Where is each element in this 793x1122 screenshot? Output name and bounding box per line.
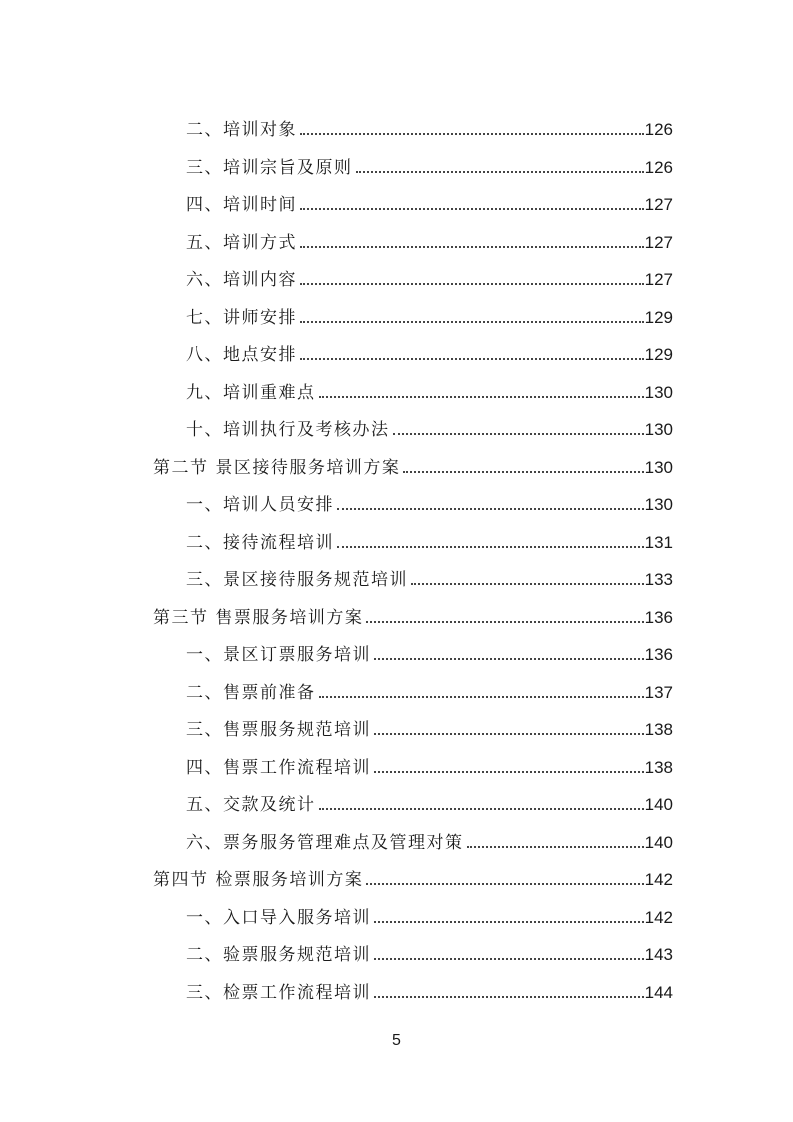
toc-entry-page: 142 [644,870,673,889]
toc-entry-page: 127 [644,232,673,252]
toc-entry-label: 五、交款及统计 [186,795,316,815]
toc-entry-label: 一、培训人员安排 [186,495,334,515]
toc-entry-page: 140 [644,795,673,814]
toc-entry-page: 126 [644,120,673,139]
toc-entry-page: 129 [644,307,673,327]
toc-entry-page: 138 [644,720,673,739]
dot-leader [300,246,644,248]
toc-entry-page: 137 [644,682,673,702]
toc-entry-page: 136 [644,607,673,627]
toc-entry[interactable] [186,493,673,517]
dot-leader [374,771,644,773]
toc-entry[interactable] [186,193,673,217]
dot-leader [337,546,644,548]
toc-entry-page: 131 [644,532,673,552]
dot-leader [403,471,643,473]
toc-entry-page: 138 [644,757,673,777]
toc-entry-label: 六、票务服务管理难点及管理对策 [186,832,464,853]
toc-entry-page: 136 [644,645,673,664]
toc-entry[interactable] [186,643,673,667]
toc-entry-label: 一、景区订票服务培训 [186,645,371,665]
toc-entry-label: 二、培训对象 [186,120,297,140]
toc-section-entry[interactable] [153,868,673,892]
toc-entry[interactable] [186,418,673,442]
toc-entry[interactable] [186,268,673,292]
dot-leader [374,958,644,960]
toc-entry[interactable] [186,306,673,330]
page-number: 5 [392,1032,401,1049]
toc-entry-label: 一、入口导入服务培训 [186,907,371,928]
toc-entry-page: 140 [644,832,673,852]
dot-leader [319,696,644,698]
toc-entry-label: 二、接待流程培训 [186,532,334,553]
toc-entry-label: 十、培训执行及考核办法 [186,420,390,440]
toc-entry[interactable] [186,756,673,780]
toc-section-entry[interactable] [153,456,673,480]
toc-entry[interactable] [186,156,673,180]
toc-entry-page: 143 [644,945,673,964]
toc-entry[interactable] [186,568,673,592]
toc-entry[interactable] [186,343,673,367]
toc-entry[interactable] [186,118,673,142]
toc-entry-label: 三、检票工作流程培训 [186,982,371,1003]
toc-entry-page: 126 [644,157,673,177]
toc-entry-label: 八、地点安排 [186,345,297,365]
toc-entry[interactable] [186,831,673,855]
dot-leader [337,508,644,510]
toc-entry[interactable] [186,943,673,967]
toc-entry-label: 七、讲师安排 [186,307,297,328]
dot-leader [300,283,644,285]
toc-section-entry[interactable] [153,606,673,630]
toc-entry-label: 第二节 景区接待服务培训方案 [153,457,401,478]
dot-leader [300,133,644,135]
dot-leader [319,396,644,398]
toc-entry[interactable] [186,231,673,255]
toc-entry-label: 二、验票服务规范培训 [186,945,371,965]
toc-entry-page: 130 [644,457,673,477]
toc-entry-page: 127 [644,270,673,289]
toc-entry-label: 三、景区接待服务规范培训 [186,570,408,590]
toc-entry-label: 四、培训时间 [186,195,297,215]
toc-entry-label: 五、培训方式 [186,232,297,253]
dot-leader [356,171,644,173]
dot-leader [300,321,644,323]
dot-leader [374,658,644,660]
toc-entry[interactable] [186,681,673,705]
toc-entry-page: 133 [644,570,673,589]
toc-entry-page: 129 [644,345,673,364]
toc-entry[interactable] [186,906,673,930]
dot-leader [467,846,644,848]
toc-entry-label: 四、售票工作流程培训 [186,757,371,778]
toc-entry[interactable] [186,981,673,1005]
dot-leader [366,883,643,885]
toc-entry-page: 144 [644,982,673,1002]
dot-leader [319,808,644,810]
toc-entry-label: 二、售票前准备 [186,682,316,703]
toc-entry-label: 三、售票服务规范培训 [186,720,371,740]
toc-entry-label: 第四节 检票服务培训方案 [153,870,364,890]
toc-entry-label: 第三节 售票服务培训方案 [153,607,364,628]
toc-entry[interactable] [186,381,673,405]
dot-leader [300,358,644,360]
toc-entry-label: 三、培训宗旨及原则 [186,157,353,178]
toc-entry-page: 130 [644,382,673,402]
toc-entry[interactable] [186,793,673,817]
dot-leader [300,208,644,210]
toc-entry-page: 130 [644,495,673,514]
toc-entry-label: 六、培训内容 [186,270,297,290]
dot-leader [393,433,644,435]
toc-entry-page: 142 [644,907,673,927]
dot-leader [366,621,643,623]
toc-entry[interactable] [186,531,673,555]
dot-leader [374,733,644,735]
dot-leader [411,583,644,585]
dot-leader [374,996,644,998]
toc-entry[interactable] [186,718,673,742]
dot-leader [374,921,644,923]
toc-entry-page: 127 [644,195,673,214]
toc-entry-label: 九、培训重难点 [186,382,316,403]
toc-entry-page: 130 [644,420,673,439]
